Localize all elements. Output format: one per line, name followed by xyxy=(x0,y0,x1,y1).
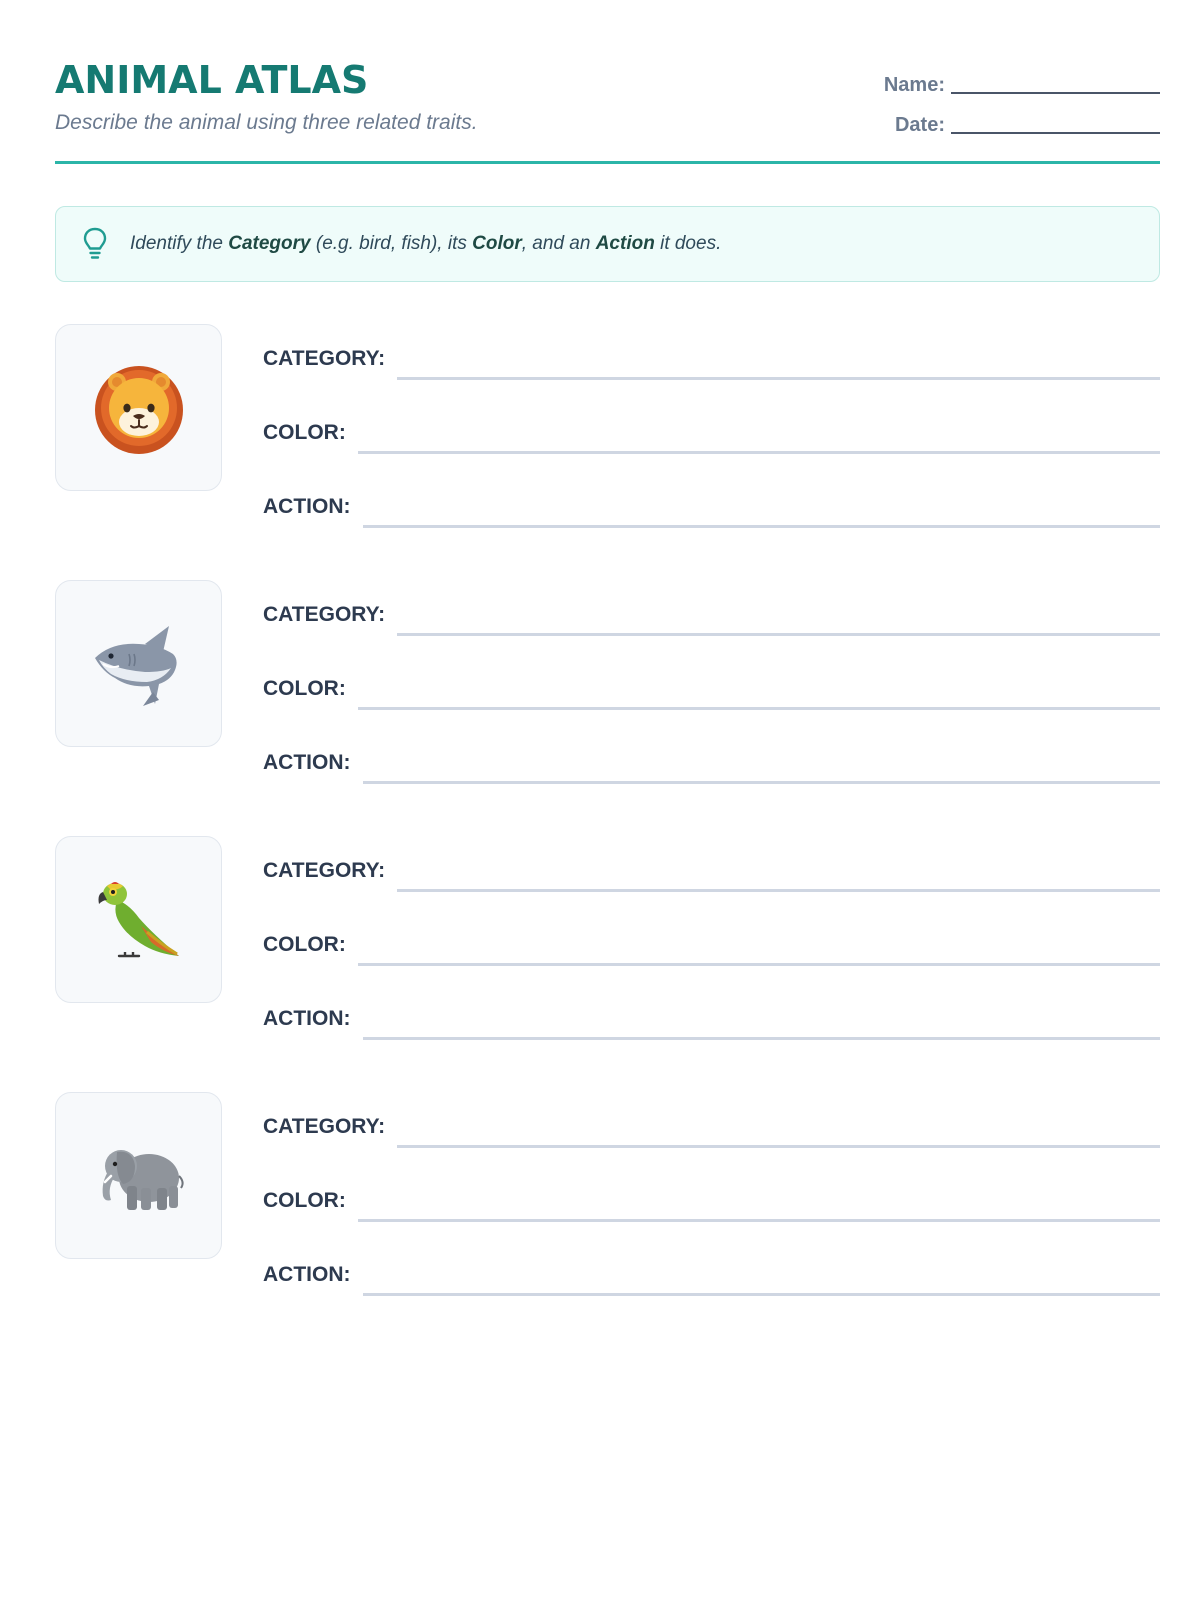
animal-card-parrot xyxy=(55,836,1160,1056)
color-answer-line[interactable] xyxy=(358,451,1160,454)
action-field[interactable] xyxy=(263,1256,1160,1296)
color-label: COLOR: xyxy=(263,933,346,956)
name-blank[interactable] xyxy=(951,92,1160,94)
action-label: ACTION: xyxy=(263,495,351,518)
category-field[interactable] xyxy=(263,1108,1160,1148)
action-field[interactable] xyxy=(263,744,1160,784)
date-field[interactable] xyxy=(895,108,1160,138)
action-label: ACTION: xyxy=(263,1007,351,1030)
animal-tile xyxy=(55,836,222,1003)
lion-icon xyxy=(89,358,189,458)
category-label: CATEGORY: xyxy=(263,603,386,626)
action-field[interactable] xyxy=(263,1000,1160,1040)
color-label: COLOR: xyxy=(263,1189,346,1212)
color-answer-line[interactable] xyxy=(358,707,1160,710)
animal-tile xyxy=(55,580,222,747)
category-label: CATEGORY: xyxy=(263,859,386,882)
color-label: COLOR: xyxy=(263,421,346,444)
category-field[interactable] xyxy=(263,852,1160,892)
color-label: COLOR: xyxy=(263,677,346,700)
category-label: CATEGORY: xyxy=(263,1115,386,1138)
animal-tile xyxy=(55,324,222,491)
page-subtitle: Describe the animal using three related traits. xyxy=(55,111,478,134)
category-answer-line[interactable] xyxy=(397,633,1160,636)
color-field[interactable] xyxy=(263,414,1160,454)
name-label: Name: xyxy=(883,74,945,96)
instruction-box xyxy=(55,206,1160,282)
color-field[interactable] xyxy=(263,926,1160,966)
page-title: ANIMAL ATLAS xyxy=(55,58,369,102)
date-label: Date: xyxy=(894,114,945,136)
color-field[interactable] xyxy=(263,670,1160,710)
animal-card-elephant xyxy=(55,1092,1160,1312)
category-answer-line[interactable] xyxy=(397,889,1160,892)
color-field[interactable] xyxy=(263,1182,1160,1222)
animal-card-shark xyxy=(55,580,1160,800)
category-label: CATEGORY: xyxy=(263,347,386,370)
action-answer-line[interactable] xyxy=(363,1037,1161,1040)
category-field[interactable] xyxy=(263,596,1160,636)
animal-card-lion xyxy=(55,324,1160,544)
worksheet-header xyxy=(55,58,1160,164)
worksheet-page xyxy=(55,0,1160,1600)
color-answer-line[interactable] xyxy=(358,1219,1160,1222)
action-field[interactable] xyxy=(263,488,1160,528)
lightbulb-icon xyxy=(82,226,108,262)
action-answer-line[interactable] xyxy=(363,525,1161,528)
animal-tile xyxy=(55,1092,222,1259)
instruction-text: Identify the Category (e.g. bird, fish), its Color, and an Action it does. xyxy=(130,233,722,254)
category-answer-line[interactable] xyxy=(397,1145,1160,1148)
elephant-icon xyxy=(89,1126,189,1226)
action-label: ACTION: xyxy=(263,1263,351,1286)
action-answer-line[interactable] xyxy=(363,1293,1161,1296)
parrot-icon xyxy=(89,870,189,970)
shark-icon xyxy=(89,614,189,714)
category-field[interactable] xyxy=(263,340,1160,380)
date-blank[interactable] xyxy=(951,132,1160,134)
color-answer-line[interactable] xyxy=(358,963,1160,966)
action-label: ACTION: xyxy=(263,751,351,774)
action-answer-line[interactable] xyxy=(363,781,1161,784)
category-answer-line[interactable] xyxy=(397,377,1160,380)
name-field[interactable] xyxy=(884,68,1160,98)
